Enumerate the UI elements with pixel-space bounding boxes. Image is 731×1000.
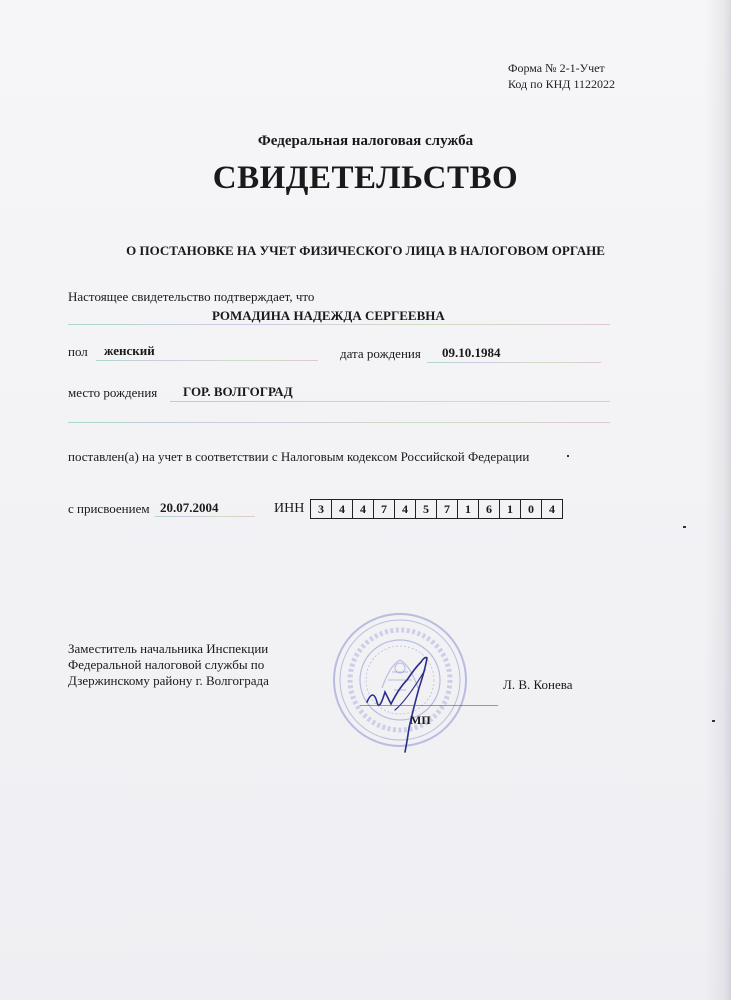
scan-speck	[683, 526, 686, 528]
official-title	[68, 641, 269, 689]
document-subtitle: О ПОСТАНОВКЕ НА УЧЕТ ФИЗИЧЕСКОГО ЛИЦА В НАЛОГОВОМ ОРГАНЕ	[126, 243, 605, 258]
form-number: Форма № 2-1-Учет	[508, 61, 605, 75]
signature-line	[360, 705, 498, 706]
inn-digit: 4	[395, 500, 416, 518]
page-edge-shadow	[705, 0, 731, 1000]
birth-date-label: дата рождения	[340, 346, 421, 361]
inn-digit: 6	[479, 500, 500, 518]
scan-speck	[712, 720, 715, 722]
sex-value: женский	[104, 343, 155, 358]
assignment-date: 20.07.2004	[160, 500, 219, 515]
signer-name: Л. В. Конева	[503, 677, 573, 692]
stamp-place-label: МП	[410, 713, 431, 727]
form-code-block	[508, 60, 615, 92]
signature-mark	[355, 640, 455, 760]
sex-label: пол	[68, 344, 88, 359]
inn-boxes	[310, 499, 563, 519]
inn-digit: 5	[416, 500, 437, 518]
official-title-line: Федеральной налоговой службы по	[68, 657, 265, 672]
birth-place-label: место рождения	[68, 385, 158, 400]
official-title-line: Заместитель начальника Инспекции	[68, 641, 269, 656]
birth-date-value: 09.10.1984	[442, 345, 501, 360]
inn-label: ИНН	[274, 501, 305, 516]
inn-digit: 1	[458, 500, 479, 518]
document-title: СВИДЕТЕЛЬСТВО	[212, 160, 519, 196]
agency-name: Федеральная налоговая служба	[257, 133, 474, 149]
birth-place-underline	[170, 401, 610, 402]
inn-digit: 4	[332, 500, 353, 518]
extra-underline	[68, 422, 610, 423]
inn-digit: 7	[374, 500, 395, 518]
assignment-label: с присвоением	[68, 501, 150, 516]
scan-speck	[567, 455, 569, 457]
sex-underline	[96, 360, 318, 361]
full-name-value: РОМАДИНА НАДЕЖДА СЕРГЕЕВНА	[212, 308, 445, 323]
inn-digit: 0	[521, 500, 542, 518]
birth-place-value: ГОР. ВОЛГОГРАД	[183, 384, 293, 399]
knd-code: Код по КНД 1122022	[508, 77, 615, 91]
assignment-date-underline	[155, 516, 255, 517]
inn-digit: 3	[311, 500, 332, 518]
birth-date-underline	[427, 362, 601, 363]
inn-digit: 7	[437, 500, 458, 518]
full-name-underline	[68, 324, 610, 325]
confirmation-text: Настоящее свидетельство подтверждает, что	[68, 289, 315, 304]
official-title-line: Дзержинскому району г. Волгограда	[68, 673, 269, 688]
inn-digit: 1	[500, 500, 521, 518]
registration-text: поставлен(а) на учет в соответствии с Налоговым кодексом Российской Федерации	[68, 449, 530, 464]
inn-digit: 4	[549, 502, 555, 516]
inn-digit: 4	[353, 500, 374, 518]
